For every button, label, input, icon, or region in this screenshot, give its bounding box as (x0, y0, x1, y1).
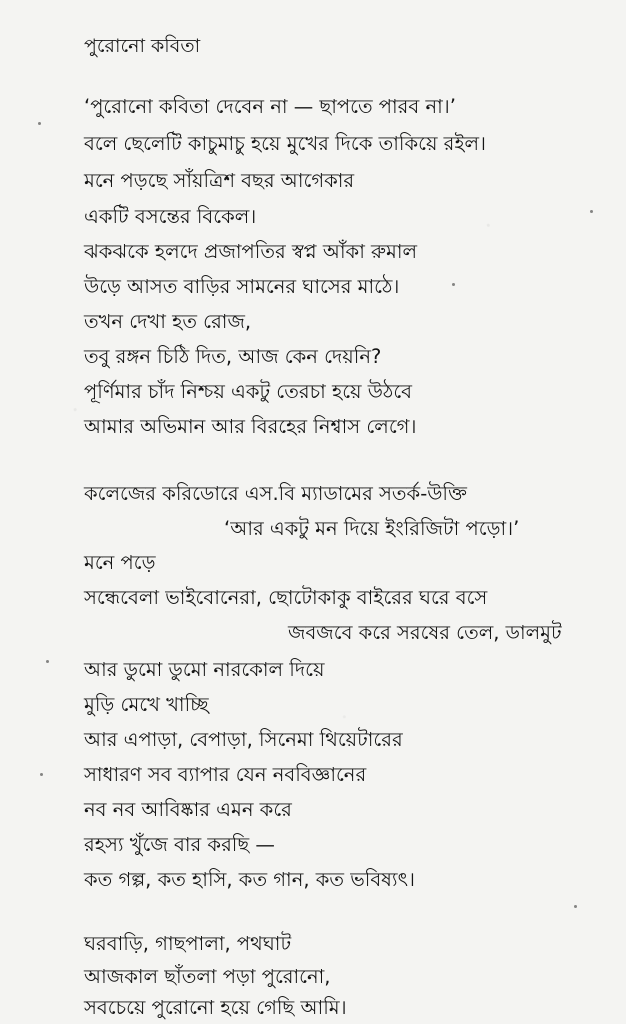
poem-line: ঘরবাড়ি, গাছপালা, পথঘাট (84, 932, 292, 955)
poem-line: আমার অভিমান আর বিরহের নিশ্বাস লেগে। (84, 415, 417, 438)
poem-line: মনে পড়ে (84, 551, 156, 574)
scan-speck (590, 210, 593, 213)
poem-line: ‘পুরোনো কবিতা দেবেন না — ছাপতে পারব না।’ (84, 95, 456, 118)
scan-speck (46, 660, 49, 663)
poem-line: সাধারণ সব ব্যাপার যেন নববিজ্ঞানের (84, 763, 367, 786)
poem-line: নব নব আবিষ্কার এমন করে (84, 798, 292, 821)
scan-speck (574, 905, 577, 908)
poem-line: কত গল্প, কত হাসি, কত গান, কত ভবিষ্যৎ। (84, 868, 415, 891)
poem-line: উড়ে আসত বাড়ির সামনের ঘাসের মাঠে। (84, 275, 400, 298)
poem-line: আর এপাড়া, বেপাড়া, সিনেমা থিয়েটারের (84, 728, 403, 751)
poem-line: একটি বসন্তের বিকেল। (84, 205, 257, 228)
poem-line-indented: জবজবে করে সরষের তেল, ডালমুট (288, 621, 562, 644)
poem-line: আর ডুমো ডুমো নারকোল দিয়ে (84, 658, 325, 681)
poem-line: ঝকঝকে হলদে প্রজাপতির স্বপ্ন আঁকা রুমাল (84, 240, 418, 263)
poem-line-indented: ‘আর একটু মন দিয়ে ইংরিজিটা পড়ো।’ (224, 517, 520, 540)
poem-line: মনে পড়ছে সাঁয়ত্রিশ বছর আগেকার (84, 169, 355, 192)
poem-title: পুরোনো কবিতা (84, 35, 201, 57)
poem-line: পূর্ণিমার চাঁদ নিশ্চয় একটু তেরচা হয়ে উঠবে (84, 380, 413, 403)
poem-line: মুড়ি মেখে খাচ্ছি (84, 693, 209, 716)
poem-line: তবু রঙ্গন চিঠি দিত, আজ কেন দেয়নি? (84, 345, 382, 368)
poem-line: রহস্য খুঁজে বার করছি — (84, 833, 275, 856)
poem-line: তখন দেখা হত রোজ, (84, 310, 252, 333)
scan-speck (38, 122, 41, 125)
poem-line: আজকাল ছাঁতলা পড়া পুরোনো, (84, 965, 331, 988)
scan-speck (40, 773, 43, 776)
poem-line: বলে ছেলেটি কাচুমাচু হয়ে মুখের দিকে তাকিয়ে রইল। (84, 132, 486, 155)
scan-speck (452, 283, 455, 286)
poem-line: সবচেয়ে পুরোনো হয়ে গেছি আমি। (84, 996, 347, 1019)
poem-line: কলেজের করিডোরে এস.বি ম্যাডামের সতর্ক-উক্তি (84, 482, 467, 505)
poem-line: সন্ধেবেলা ভাইবোনেরা, ছোটোকাকু বাইরের ঘরে বসে (84, 586, 488, 609)
